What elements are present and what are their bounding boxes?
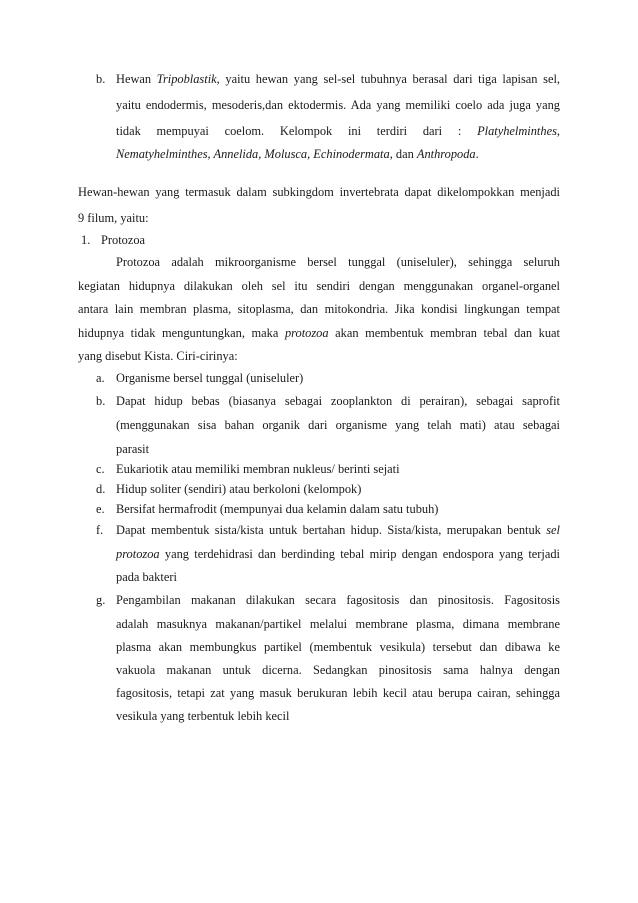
trait-b-line-3: parasit [116,442,150,456]
term-protozoa: protozoa [116,547,160,561]
trait-c-line-1: Eukariotik atau memiliki membran nukleus/ berinti sejati [116,462,400,476]
tripoblastik-line-1 [116,71,560,87]
text: . [475,147,479,161]
trait-e-line-1: Bersifat hermafrodit (mempunyai dua kelamin dalam satu tubuh) [116,502,439,516]
list-marker-b-tripoblastik: b. [96,72,106,86]
term-sel: sel [546,523,560,537]
protozoa-desc-line-5: yang disebut Kista. Ciri-cirinya: [78,349,238,363]
trait-marker-g: g. [96,593,106,607]
trait-g-line-3: plasma akan membungkus partikel (membentuk vesikula) tersebut dan dibawa ke [116,640,560,654]
protozoa-desc-line-3: antara lain membran plasma, sitoplasma, dan mitokondria. Jika kondisi lingkungan tempat [78,302,560,316]
trait-f-line-3: pada bakteri [116,570,177,584]
term-tripoblastik: Tripoblastik [156,72,217,86]
trait-marker-d: d. [96,482,106,496]
text: , yaitu hewan yang sel-sel tubuhnya berasal dari tiga lapisan sel, [216,72,560,86]
phyla-list: Nematyhelminthes, Annelida, Molusca, Echinodermata [116,147,390,161]
text: tidak mempuyai coelom. Kelompok ini terdiri dari : [116,124,478,138]
trait-g-line-6: vesikula yang terbentuk lebih kecil [116,709,290,723]
term-platyhelminthes: Platyhelminthes, [477,124,560,138]
protozoa-desc-line-2: kegiatan hidupnya dilakukan oleh sel itu sendiri dengan menggunakan organel-organel [78,279,560,293]
intro-paragraph-line-1: Hewan-hewan yang termasuk dalam subkingdom invertebrata dapat dikelompokkan menjadi [78,185,560,199]
trait-b-line-2: (menggunakan sisa bahan organik dari organisme yang telah mati) atau sebagai [116,418,560,432]
text: hidupnya tidak menguntungkan, maka [78,326,285,340]
term-protozoa: protozoa [284,326,329,340]
term-anthropoda: Anthropoda [416,147,476,161]
trait-d-line-1: Hidup soliter (sendiri) atau berkoloni (kelompok) [116,482,362,496]
tripoblastik-line-4 [116,146,479,162]
trait-f-line-2 [116,546,560,562]
tripoblastik-line-3 [116,123,560,139]
trait-g-line-2: adalah masuknya makanan/partikel melalui membrane plasma, dimana membrane [116,617,560,631]
text: Dapat membentuk sista/kista untuk bertahan hidup. Sista/kista, merupakan bentuk [116,523,547,537]
trait-marker-e: e. [96,502,105,516]
text: , dan [389,147,417,161]
trait-marker-f: f. [96,523,104,537]
trait-marker-a: a. [96,371,105,385]
trait-marker-c: c. [96,462,105,476]
trait-a-line-1: Organisme bersel tunggal (uniseluler) [116,371,304,385]
tripoblastik-line-2: yaitu endodermis, mesoderis,dan ektodermis. Ada yang memiliki coelo ada juga yang [116,98,560,112]
protozoa-desc-line-1: Protozoa adalah mikroorganisme bersel tunggal (uniseluler), sehingga seluruh [116,255,560,269]
section-number: 1. [81,233,91,247]
text: akan membentuk membran tebal dan kuat [328,326,560,340]
trait-marker-b: b. [96,394,106,408]
trait-g-line-4: vakuola makanan untuk dicerna. Sedangkan pinositosis sama halnya dengan [116,663,560,677]
intro-paragraph-line-2: 9 filum, yaitu: [78,211,149,225]
trait-f-line-1 [116,522,560,538]
trait-b-line-1: Dapat hidup bebas (biasanya sebagai zooplankton di perairan), sebagai saprofit [116,394,560,408]
text: Hewan [116,72,157,86]
trait-g-line-1: Pengambilan makanan dilakukan secara fagositosis dan pinositosis. Fagositosis [116,593,560,607]
section-title: Protozoa [101,233,146,247]
protozoa-desc-line-4 [78,325,560,341]
trait-g-line-5: fagositosis, tetapi zat yang masuk berukuran lebih kecil atau berupa cairan, sehingga [116,686,560,700]
text: yang terdehidrasi dan berdinding tebal mirip dengan endospora yang terjadi [159,547,560,561]
